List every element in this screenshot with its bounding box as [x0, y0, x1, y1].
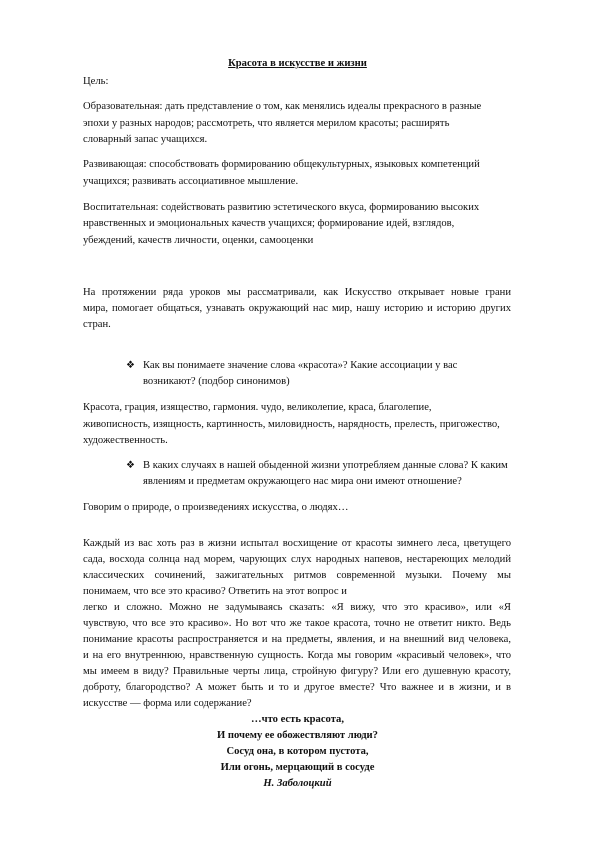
question-1-line-1: Как вы понимаете значение слова «красота»? Какие ассоциации у вас: [143, 360, 458, 371]
question-1-line-2: возникают? (подбор синонимов): [143, 376, 290, 387]
question-2-line-2: явлениям и предметам окружающего нас мира они имеют отношение?: [143, 476, 462, 487]
question-2-line-1: В каких случаях в нашей обыденной жизни употребляем данные слова? К каким: [143, 460, 508, 471]
main-text-line-11: искусстве — форма или содержание?: [83, 698, 252, 709]
main-text-line-3: классических сочинений, зажигательных ритмов современной музыки. Почему мы: [83, 570, 511, 581]
main-text-line-7: понимание красоты распространяется и на предметы, явления, и на внешний вид человека,: [83, 634, 511, 645]
poem-author: Н. Заболоцкий: [263, 778, 332, 789]
main-text-line-4: понимаем, что все это красиво? Ответить на этот вопрос и: [83, 586, 347, 597]
educational-line-3: словарный запас учащихся.: [83, 134, 208, 145]
synonyms-line-1: Красота, грация, изящество, гармония. чудо, великолепие, краса, благолепие,: [83, 402, 432, 413]
diamond-bullet-icon: ❖: [126, 360, 135, 371]
upbringing-line-1: Воспитательная: содействовать развитию эстетического вкуса, формированию высоких: [83, 202, 480, 213]
main-text-line-9: мы имеем в виду? Правильные черты лица, стройную фигуру? Или его душевную красоту,: [83, 666, 511, 677]
poem-line-2: И почему ее обожествляют люди?: [217, 730, 378, 741]
developing-line-2: учащихся; развивать ассоциативное мышление.: [83, 176, 299, 187]
goal-label: Цель:: [83, 76, 109, 87]
synonyms-line-2: живописность, изящность, картинность, миловидность, нарядность, прелесть, пригожество,: [83, 419, 500, 430]
poem-line-3: Сосуд она, в котором пустота,: [226, 746, 369, 757]
diamond-bullet-icon: ❖: [126, 460, 135, 471]
educational-line-2: эпохи у разных народов; рассмотреть, что является мерилом красоты; расширять: [83, 118, 450, 129]
main-text-line-2: сада, восхода солнца над морем, чарующих слух народных напевов, нестареющих мелодий: [83, 554, 511, 565]
main-text-line-1: Каждый из вас хоть раз в жизни испытал восхищение от красоты зимнего леса, цветущего: [83, 538, 511, 549]
main-text-line-10: доброту, благородство? А может быть и то и другое вместе? Что важнее и в жизни, и в: [83, 682, 511, 693]
poem-line-4: Или огонь, мерцающий в сосуде: [220, 762, 375, 773]
intro-line-1: На протяжении ряда уроков мы рассматривали, как Искусство открывает новые грани: [83, 287, 511, 298]
intro-line-3: стран.: [83, 319, 111, 330]
nature-line: Говорим о природе, о произведениях искусства, о людях…: [83, 502, 349, 513]
upbringing-line-2: нравственных и эмоциональных качеств учащихся; формирование идей, взглядов,: [83, 218, 455, 229]
upbringing-line-3: убеждений, качеств личности, оценки, самооценки: [83, 235, 314, 246]
synonyms-line-3: художественность.: [83, 435, 168, 446]
intro-line-2: мира, помогает общаться, узнавать окружающий нас мир, нашу историю и историю других: [83, 303, 511, 314]
poem-line-1: …что есть красота,: [251, 714, 344, 725]
educational-line-1: Образовательная: дать представление о том, как менялись идеалы прекрасного в разные: [83, 101, 482, 112]
developing-line-1: Развивающая: способствовать формированию общекультурных, языковых компетенций: [83, 159, 480, 170]
main-text-line-5: легко и сложно. Можно не задумываясь сказать: «Я вижу, что это красиво», или «Я: [83, 602, 511, 613]
document-title: Красота в искусстве и жизни: [228, 58, 367, 69]
main-text-line-6: чувствую, что все это красиво». Но вот что же такое красота, точно не ответит никто. Ведь: [83, 618, 511, 629]
main-text-line-8: и на его внутреннюю, нравственную сущность. Когда мы говорим «красивый человек», что: [83, 650, 511, 661]
